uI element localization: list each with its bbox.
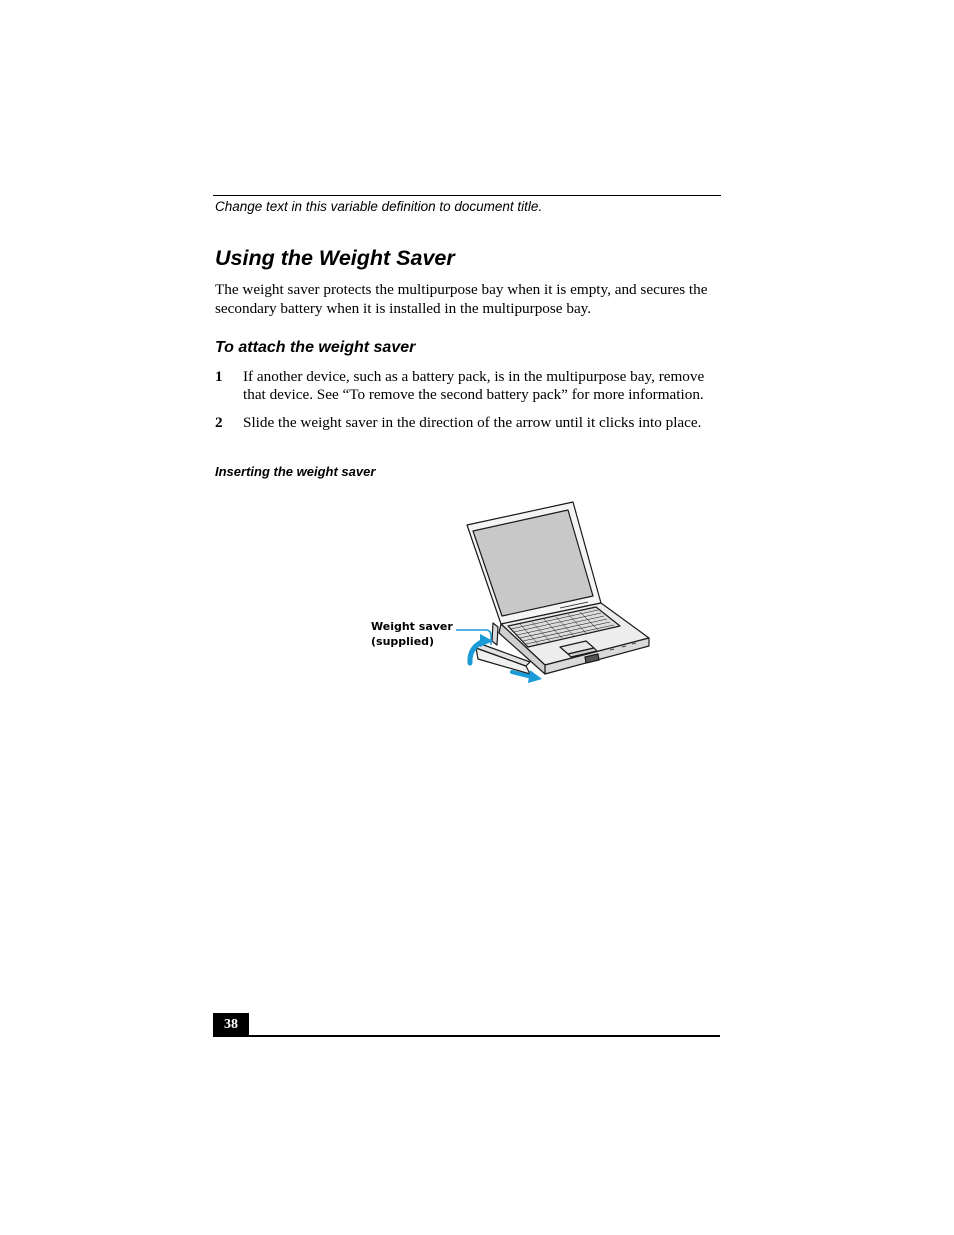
step-text: If another device, such as a battery pack, is in the multipurpose bay, remove that device. See “To remove the second battery pack” for more information. xyxy=(243,368,705,403)
step-1 xyxy=(215,368,721,404)
running-title: Change text in this variable definition to document title. xyxy=(215,199,543,214)
intro-paragraph: The weight saver protects the multipurpose bay when it is empty, and secures the secondary battery when it is installed in the multipurpose bay. xyxy=(215,281,708,317)
callout-line-2: (supplied) xyxy=(371,635,435,648)
step-number: 1 xyxy=(215,368,223,385)
weight-saver-callout xyxy=(371,619,453,649)
step-2 xyxy=(215,414,721,432)
header-rule xyxy=(213,195,721,196)
footer-rule xyxy=(213,1035,720,1037)
step-text: Slide the weight saver in the direction of the arrow until it clicks into place. xyxy=(243,414,702,431)
callout-line-1: Weight saver xyxy=(371,620,453,633)
laptop-illustration xyxy=(360,495,660,690)
procedure-title: To attach the weight saver xyxy=(215,339,416,356)
step-number: 2 xyxy=(215,414,223,431)
figure-caption: Inserting the weight saver xyxy=(215,464,376,479)
section-title: Using the Weight Saver xyxy=(215,246,455,270)
page-number: 38 xyxy=(213,1013,249,1036)
